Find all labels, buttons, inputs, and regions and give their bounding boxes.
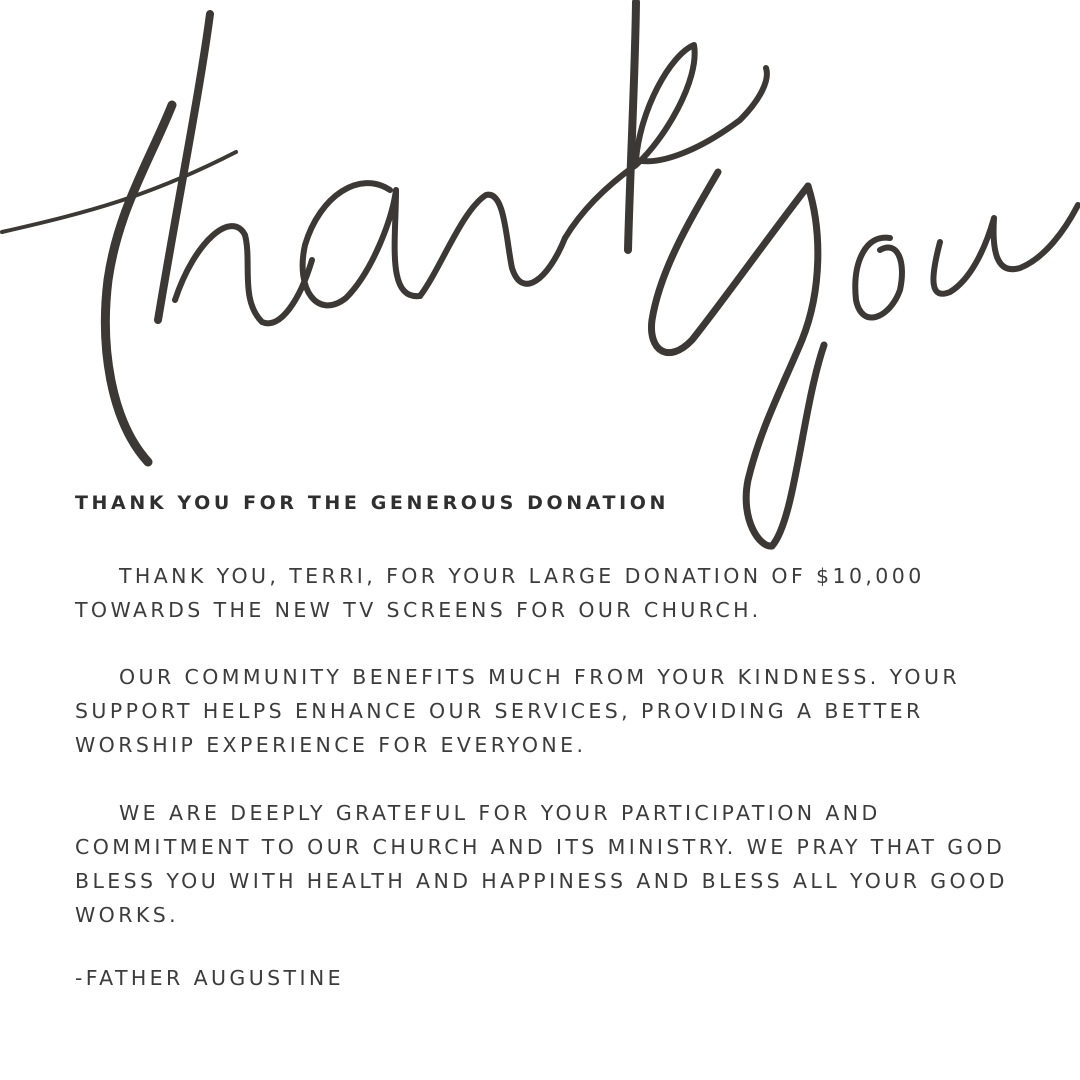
script-letter-a bbox=[303, 183, 420, 305]
script-letter-y-right bbox=[746, 186, 824, 546]
script-letter-u bbox=[933, 205, 1078, 294]
letter-paragraph-1 bbox=[75, 559, 1035, 627]
letter-paragraph-3 bbox=[75, 796, 1035, 932]
script-letter-k-arm bbox=[565, 45, 767, 238]
letter-paragraph-3-text: WE ARE DEEPLY GRATEFUL FOR YOUR PARTICIPATION AND COMMITMENT TO OUR CHURCH AND ITS MINISTRY. WE PRAY THAT GOD BLESS YOU WITH HEALTH AND HAPPINESS AND BLESS ALL YOUR GOOD WORKS. bbox=[75, 801, 1008, 927]
script-letter-k-stem bbox=[628, 2, 636, 250]
script-letter-n bbox=[420, 195, 565, 296]
script-letter-h-loop bbox=[175, 226, 312, 323]
script-letter-o bbox=[855, 238, 902, 318]
script-letter-y-left bbox=[651, 172, 808, 353]
letter-heading: THANK YOU FOR THE GENEROUS DONATION bbox=[75, 492, 670, 514]
letter-paragraph-1-text: THANK YOU, TERRI, FOR YOUR LARGE DONATION OF $10,000 TOWARDS THE NEW TV SCREENS FOR OUR CHURCH. bbox=[75, 564, 925, 622]
letter-signature: -FATHER AUGUSTINE bbox=[75, 966, 344, 990]
letter-paragraph-2 bbox=[75, 660, 1035, 762]
letter-paragraph-2-text: OUR COMMUNITY BENEFITS MUCH FROM YOUR KINDNESS. YOUR SUPPORT HELPS ENHANCE OUR SERVICES, PROVIDING A BETTER WORSHIP EXPERIENCE FOR EVERYONE. bbox=[75, 665, 961, 757]
